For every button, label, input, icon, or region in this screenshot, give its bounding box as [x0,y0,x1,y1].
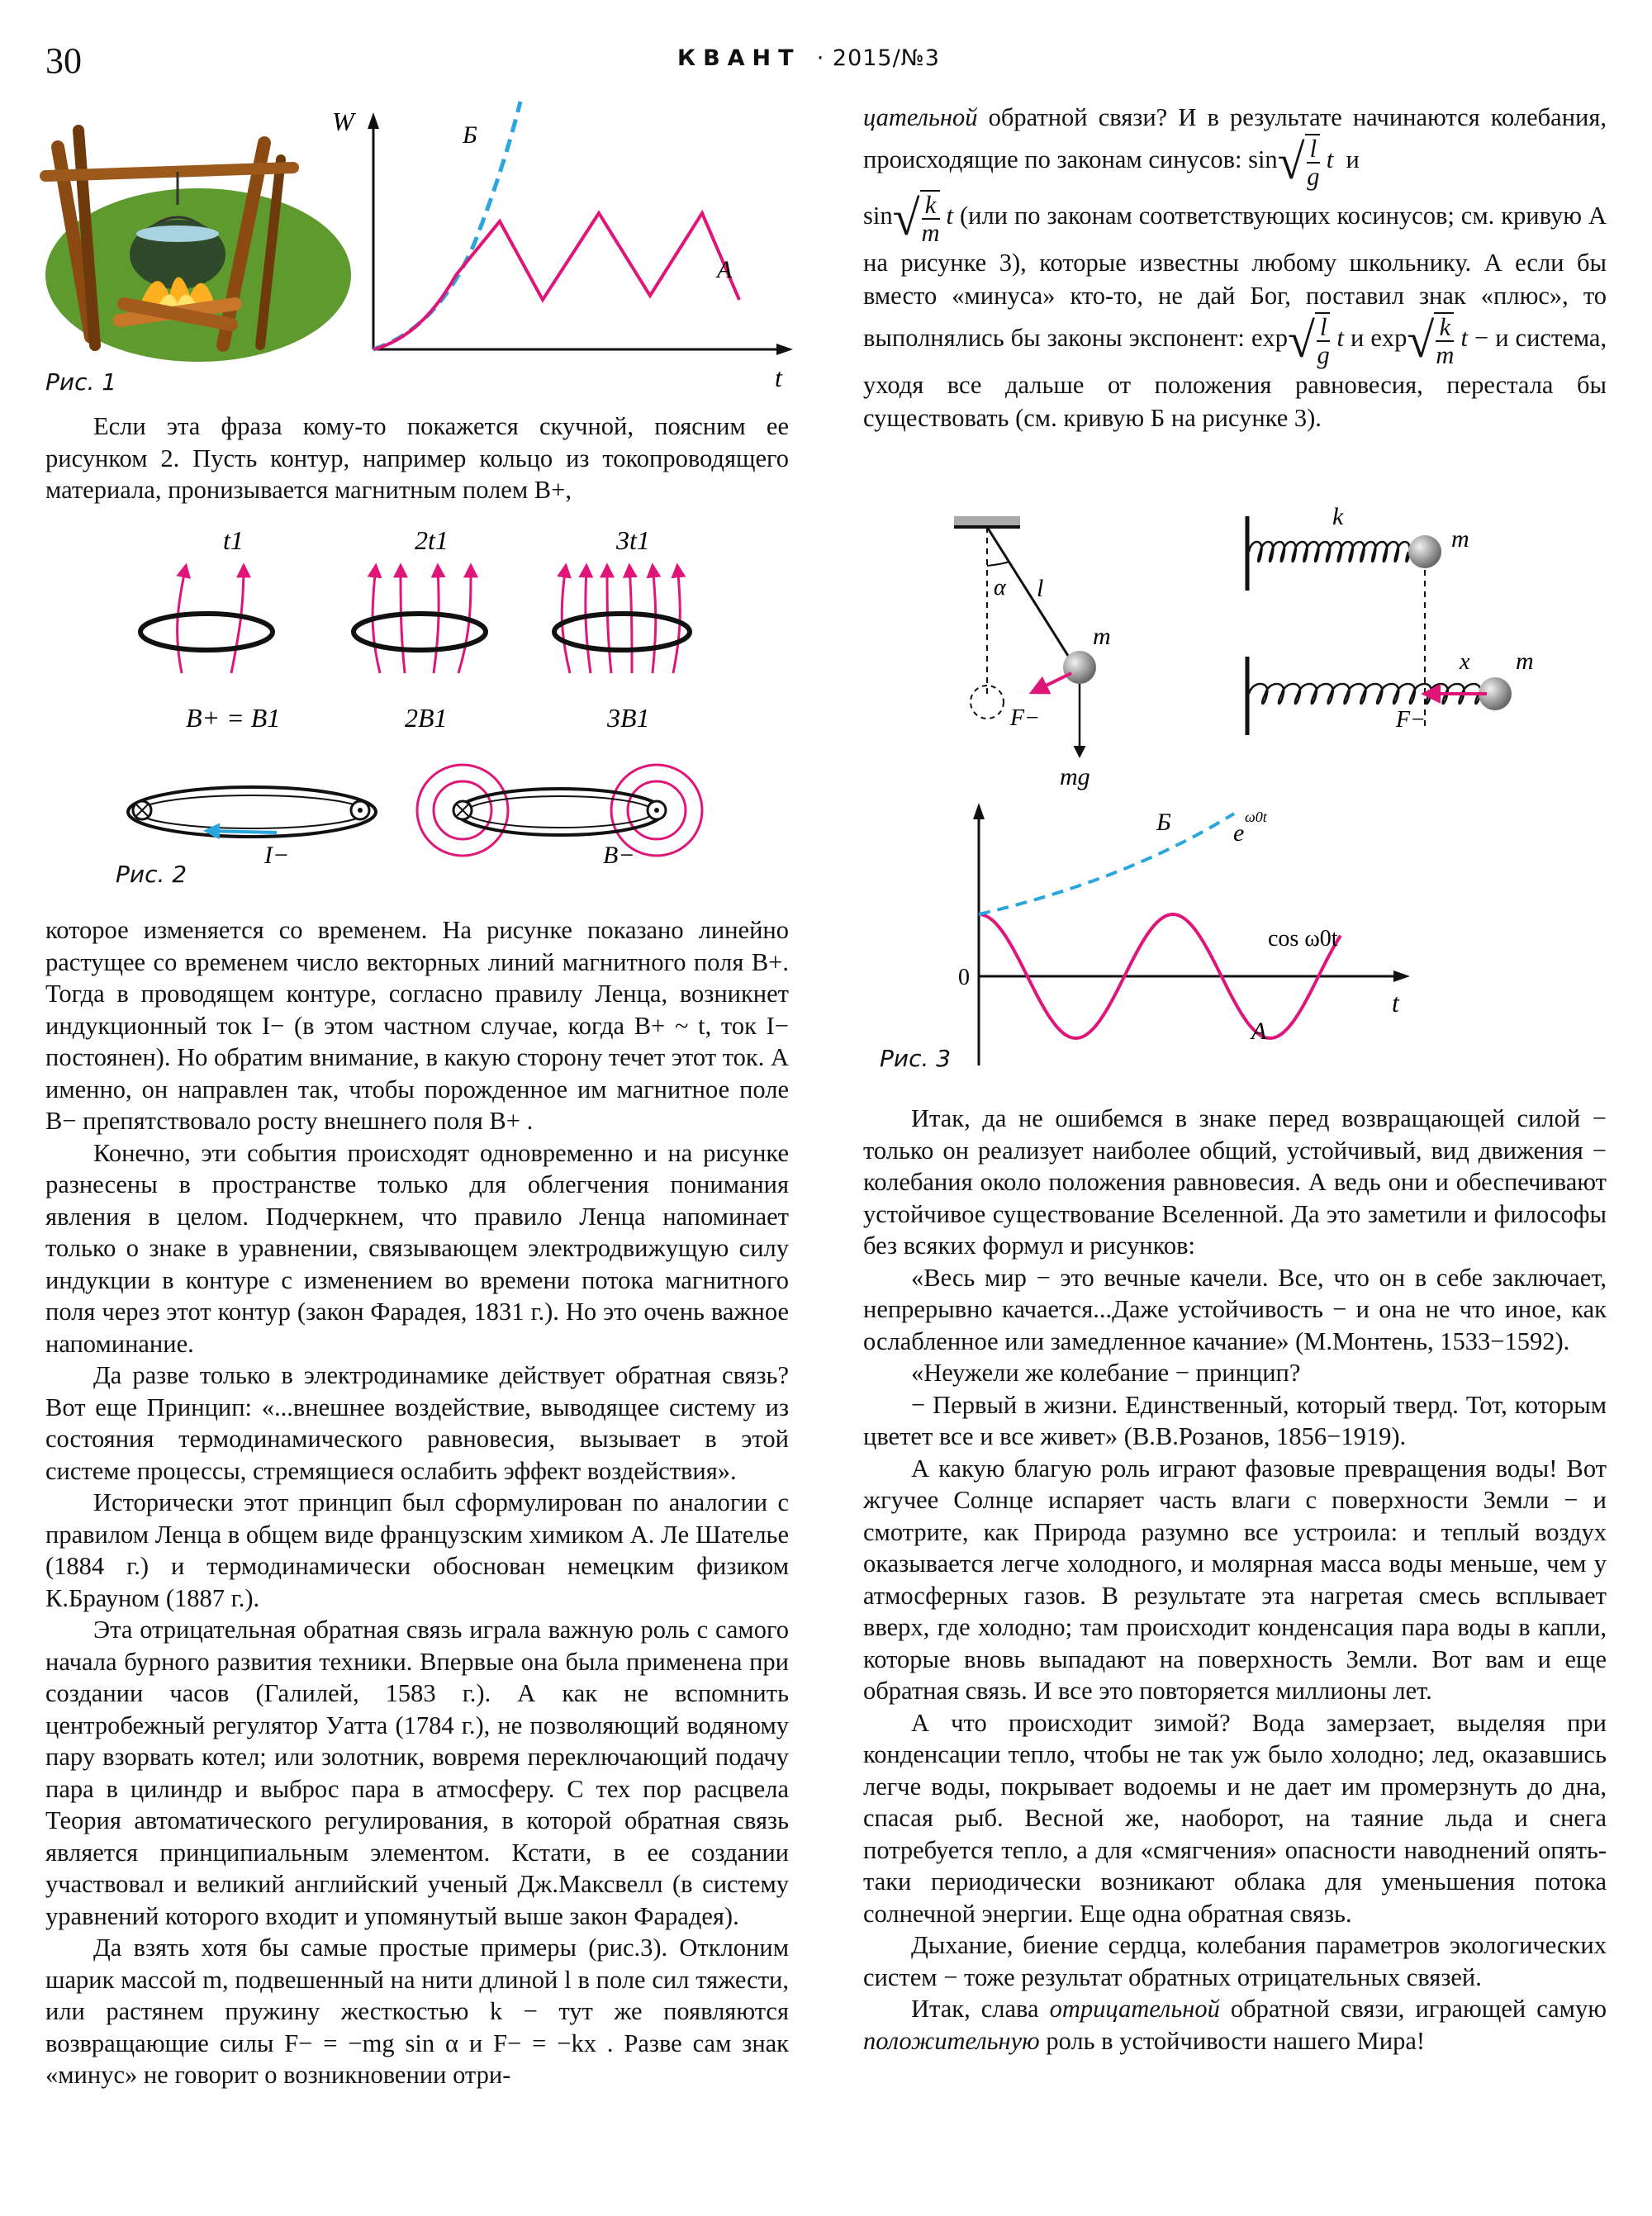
fig3-exp-sup: ω0t [1245,809,1267,825]
fig3-t-axis: t [1392,988,1399,1018]
fig2-time-label-3: 3t1 [616,525,650,555]
formula-sin-lg: sin√ $\frac{l}{g}$ t и [1248,135,1360,192]
paragraph-7: Да взять хотя бы самые простые примеры (рис.3). Отклоним шарик массой m, подвешенный на нити длиной l в поле сил тяжести, или растянем пружину жесткостью k − тут же появляются возвращающие силы F− = −mg sin α и F− = −kx . Разве сам знак «минус» не говорит о возникновении отри- [45,1934,789,2089]
paragraph-12: А какую благую роль играют фазовые превращения воды! Вот жгучее Солнце испаряет часть влаги с поверхности Земли − и смотрите, как Природа разумно все устроила: и теплый воздух оказывается легче холодного, и молярная масса воды меньше, чем у атмосферных газов. В результате эта нагретая смесь всплывает вверх, где холодно; там происходит конденсация пара воды в капли, которые вновь выпадают на поверхность Земли. Вот вам и еще обратная связь. И все это повторяется миллионы лет. [863,1454,1607,1705]
fig2-time-label-1: t1 [223,525,244,555]
fig1-curve-b-label: Б [463,121,477,149]
fig3-spring: k [1332,503,1344,530]
fig2-field-label-3: 3B1 [607,703,650,733]
fig3-alpha: α [994,575,1006,600]
fig3-force2: F− [1396,707,1426,733]
fig3-mass2: m [1451,525,1469,553]
paragraph-13: А что происходит зимой? Вода замерзает, выделяя при конденсации тепло, чтобы не так уж было холодно; лед, оказавшись легче воды, покрывает водоемы и не дает им промерзнуть до дна, спасая рыб. Весной же, наоборот, на таяние льда и снега потребуется тепло, а для «смягчения» опасности наводнений опять-таки периодически возникают облака для уменьшения потока солнечной энергии. Еще одна обратная связь. [863,1708,1607,1928]
paragraph-1: Если эта фраза кому-то покажется скучной, поясним ее рисунком 2. Пусть контур, например кольцо из токопроводящего материала, пронизывается магнитным полем B+, [45,412,789,504]
paragraph-9: «Весь мир − это вечные качели. Все, что он в себе заключает, непрерывно качается...Даже устойчивость − и она не что иное, как ослабленное или замедленное качание» (М.Монтень, 1533−1592). [863,1263,1607,1355]
fig3-mass3: m [1516,648,1534,675]
paragraph-11: − Первый в жизни. Единственный, который тверд. Тот, которым цветет все и все живет» (В.В.Розанов, 1856−1919). [863,1390,1607,1450]
spring-stretched [1247,657,1512,735]
fig2-field-label-2: 2B1 [405,703,448,733]
paragraph-15: Итак, слава отрицательной обратной связи, играющей самую положительную роль в устойчивости нашего Мира! [863,1995,1607,2055]
journal-header [677,45,940,71]
fig3-caption: Рис. 3 [880,1045,952,1072]
fig3-cos-formula: cos ω0t [1268,926,1338,951]
fig1-curve-a-label: А [717,256,733,283]
paragraph-r2 [863,190,1607,434]
fig2-ring-1 [140,566,273,673]
fig2-time-label-2: 2t1 [415,525,449,555]
fig3-length: l [1037,575,1044,602]
paragraph-6: Эта отрицательная обратная связь играла важную роль с самого начала бурного развития техники. Впервые она была применена при создании часов (Галилей, 1583 г.). А как не вспомнить центробежный регулятор Уатта (1784 г.), не позволяющий водяному пару взорвать котел; или золотник, вовремя переключающий подачу пара в цилиндр и выброс пара в атмосферу. С тех пор расцвела Теория автоматического регулирования, в которой обратная связь является принципиальным элементом. Кстати, в ее создании участвовал и великий английский ученый Дж.Максвелл (в систему уравнений которого входит и упомянутый выше закон Фарадея). [45,1616,789,1930]
fig1-x-label: t [775,363,782,392]
r3-text: − и система, уходя все дальше от положения равновесия, перестала бы существовать (см. кривую Б на рисунке 3). [863,324,1607,433]
r2-text: (или по законам соответствующих косинусов; см. кривую А на рисунке 3), которые известны любому школьнику. А если бы вместо «минуса» кто-то, не дай Бог, поставил знак «плюс», то выполнялись бы законы экспонент: [863,202,1607,353]
fig1-caption: Рис. 1 [45,368,117,396]
left-column-main [45,914,789,2091]
formula-sin-km: sin√ $\frac{k}{m}$ t [863,191,954,248]
fig3-disp: x [1460,649,1470,675]
fig3-curve-b [979,814,1234,914]
journal-title: КВАНТ [677,45,801,71]
r1-italic: цательной [863,103,978,131]
fig2-field-label-1: B+ = B1 [186,703,281,733]
formula-exp-lg: exp√ $\frac{l}{g}$ t и exp√ $\frac{k}{m}$ t [1251,313,1468,370]
paragraph-3: Конечно, эти события происходят одновременно и на рисунке разнесены в пространстве только для облегчения понимания явления в целом. Подчеркнем, что правило Ленца напоминает только о знаке в уравнении, связывающем электродвижущую силу индукции в контуре с изменением во времени потока магнитного поля через этот контур (закон Фарадея, 1831 г.). Но это очень важное напоминание. [45,1138,789,1358]
fig3-gravity: mg [1060,763,1090,790]
fig3-exp-formula: e [1233,819,1245,847]
fig3-mass: m [1093,623,1111,650]
paragraph-r1 [863,101,1607,190]
fig2-caption: Рис. 2 [116,861,188,888]
paragraph-4: Да разве только в электродинамике действует обратная связь? Вот еще Принцип: «...внешнее воздействие, выводящее систему из состояния термодинамического равновесия, вызывает в этой системе процессы, стремящиеся ослабить эффект воздействия». [45,1361,789,1485]
fig3-zero: 0 [958,965,970,990]
fig2-current-ring [128,787,376,837]
fig3-curve-b-label: Б [1156,809,1171,836]
fig2-ring-3 [554,566,690,673]
paragraph-5: Исторически этот принцип был сформулирован по аналогии с правилом Ленца в общем виде французским химиком А. Ле Шателье (1884 г.) и термодинамически обоснован немецким физиком К.Брауном (1887 г.). [45,1488,789,1612]
figure-3 [863,496,1623,1074]
paragraph-8: Итак, да не ошибемся в знаке перед возвращающей силой − только он реализует наиболее общий, устойчивый, вид движения − колебания около положения равновесия. А ведь они и обеспечивают устойчивое существование Вселенной. Да это заметили и философы без всяких формул и рисунков: [863,1104,1607,1260]
fig2-field-ring [417,765,702,856]
paragraph-2: которое изменяется со временем. На рисунке показано линейно растущее со временем число векторных линий магнитного поля B+. Тогда в проводящем контуре, согласно правилу Ленца, возникнет индукционный ток I− (в этом частном случае, когда B+ ~ t, ток I− постоянен). Но обратим внимание, в какую сторону течет этот ток. А именно, он направлен так, чтобы порожденное им магнитное поле B− препятствовало росту внешнего поля B+ . [45,916,789,1135]
fig2-ring-2 [354,566,486,673]
paragraph-14: Дыхание, биение сердца, колебания параметров экологических систем − тоже результат обратных отрицательных связей. [863,1931,1607,1991]
fig3-curve-a-label: А [1251,1018,1267,1045]
fig1-y-label: W [332,107,354,136]
fig1-curve-a [373,213,739,349]
fig2-current-label: I− [264,842,290,869]
right-column-top [863,101,1607,434]
figure-2 [107,516,768,888]
fig2-field-minus-label: B− [603,842,635,869]
r1-text: обратной связи? И в результате начинаются колебания, происходящие по законам синусов: [863,103,1607,174]
fig3-force: F− [1010,705,1040,731]
paragraph-10: «Неужели же колебание − принцип? [911,1359,1301,1387]
left-column-top [45,410,789,506]
campfire-illustration [45,130,351,362]
page-number: 30 [45,40,82,81]
journal-issue: · 2015/№3 [816,45,940,71]
right-column-main [863,1103,1607,2057]
figure-1 [33,97,809,403]
spring-rest [1247,516,1441,591]
